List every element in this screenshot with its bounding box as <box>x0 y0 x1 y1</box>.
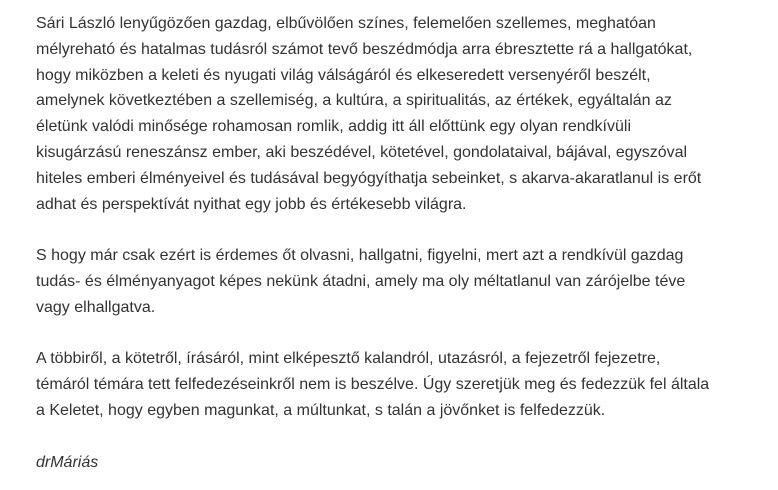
author-signature: drMáriás <box>36 453 99 471</box>
article-paragraph: Sári László lenyűgözően gazdag, elbűvölően színes, felemelően szellemes, meghatóan mélyreható és hatalmas tudásról számot tevő beszédmódja arra ébresztette rá a hallgatókat, hogy miközben a keleti és nyugati világ válságáról és elkeseredett versenyéről beszélt, amelynek következtében a szellemiség, a kultúra, a spiritualitás, az értékek, egyáltalán az életünk valódi minősége rohamosan romlik, addig itt áll előttünk egy olyan rendkívüli kisugárzású reneszánsz ember, aki beszédével, kötetével, gondolataival, bájával, egyszóval hiteles emberi élményeivel és tudásával begyógyíthatja sebeinket, s akarva-akaratlanul is erőt adhat és perspektívát nyithat egy jobb és értékesebb világra. <box>36 15 702 213</box>
article-paragraph: A többiről, a kötetről, írásáról, mint elképesztő kalandról, utazásról, a fejezetről fejezetre, témáról témára tett felfedezéseinkről nem is beszélve. Úgy szeretjük meg és fedezzük fel általa a Keletet, hogy egyben magunkat, a múltunkat, s talán a jövőnket is felfedezzük. <box>36 350 710 419</box>
article-body <box>36 11 766 475</box>
article-paragraph: S hogy már csak ezért is érdemes őt olvasni, hallgatni, figyelni, mert azt a rendkívül gazdag tudás- és élményanyagot képes nekünk átadni, amely ma oly méltatlanul van zárójelbe téve vagy elhallgatva. <box>36 247 686 316</box>
